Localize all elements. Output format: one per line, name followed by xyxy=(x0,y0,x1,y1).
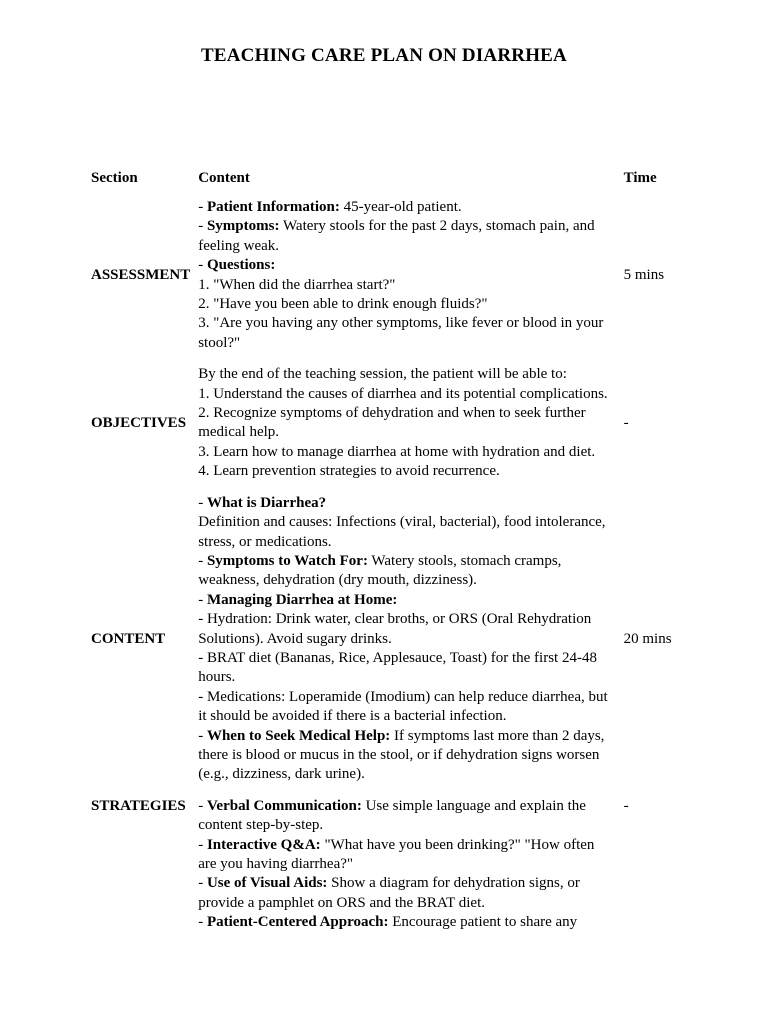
document-title: TEACHING CARE PLAN ON DIARRHEA xyxy=(201,45,567,66)
content-line xyxy=(198,797,615,836)
section-cell: CONTENT xyxy=(91,630,166,647)
content-line xyxy=(198,513,615,552)
bullet-dash: - xyxy=(198,218,207,235)
bullet-dash: - xyxy=(198,257,207,274)
content-text: Watery stools, stomach cramps, weakness, dehydration (dry mouth, dizziness). xyxy=(198,552,562,589)
content-line xyxy=(198,591,615,610)
content-line xyxy=(198,727,615,785)
bullet-dash: - xyxy=(198,836,207,853)
content-line xyxy=(198,404,615,443)
content-text: If symptoms last more than 2 days, there is blood or mucus in the stool, or if dehydration signs worsen (e.g., dizziness, dark urine). xyxy=(198,727,605,783)
content-label: Questions: xyxy=(206,257,276,274)
content-text: By the end of the teaching session, the patient will be able to: xyxy=(198,366,567,383)
content-line xyxy=(198,276,615,295)
bullet-dash: - xyxy=(198,552,207,569)
section-cell: OBJECTIVES xyxy=(91,414,187,431)
bullet-dash: - xyxy=(198,727,207,744)
content-cell xyxy=(194,359,619,487)
content-line xyxy=(198,913,615,932)
content-text: "What have you been drinking?" "How often are you having diarrhea?" xyxy=(198,836,595,872)
content-line xyxy=(198,874,615,913)
content-text: Definition and causes: Infections (viral, bacterial), food intolerance, stress, or medications. xyxy=(198,514,606,550)
content-line xyxy=(198,610,615,649)
time-cell: 5 mins xyxy=(623,266,665,283)
time-cell: - xyxy=(623,414,629,431)
bullet-dash: - xyxy=(198,591,207,608)
content-text: 3. Learn how to manage diarrhea at home with hydration and diet. xyxy=(198,443,596,460)
content-label: Patient Information: xyxy=(206,199,340,215)
bullet-dash: - xyxy=(198,494,207,511)
content-label: Verbal Communication: xyxy=(206,797,362,814)
header-section: Section xyxy=(91,170,138,187)
content-line xyxy=(198,198,615,217)
content-text: 4. Learn prevention strategies to avoid recurrence. xyxy=(198,463,500,480)
content-line xyxy=(198,256,615,275)
content-line xyxy=(198,649,615,688)
content-label: Use of Visual Aids: xyxy=(206,875,328,892)
content-line xyxy=(198,688,615,727)
content-text: 1. "When did the diarrhea start?" xyxy=(198,276,396,293)
header-content: Content xyxy=(198,170,250,187)
bullet-dash: - xyxy=(198,199,207,215)
content-text: 3. "Are you having any other symptoms, like fever or blood in your stool?" xyxy=(198,315,604,351)
content-line xyxy=(198,385,615,404)
bullet-dash: - xyxy=(198,914,207,931)
content-text: Use simple language and explain the content step-by-step. xyxy=(198,797,586,834)
bullet-dash: - xyxy=(198,797,207,814)
content-cell xyxy=(194,791,619,939)
header-time: Time xyxy=(623,170,657,187)
content-text: Encourage patient to share any xyxy=(388,914,578,931)
content-line xyxy=(198,314,615,353)
content-label: Interactive Q&A: xyxy=(206,836,321,853)
content-label: What is Diarrhea? xyxy=(206,494,327,511)
content-line xyxy=(198,552,615,591)
content-cell xyxy=(194,488,619,791)
content-label: Symptoms to Watch For: xyxy=(206,552,368,569)
section-cell: STRATEGIES xyxy=(91,797,186,814)
bullet-dash: - xyxy=(198,875,207,892)
content-text: 2. "Have you been able to drink enough fluids?" xyxy=(198,296,488,313)
section-cell: ASSESSMENT xyxy=(91,266,191,283)
content-text: Show a diagram for dehydration signs, or provide a pamphlet on ORS and the BRAT diet. xyxy=(198,875,580,911)
content-line xyxy=(198,462,615,481)
content-line xyxy=(198,836,615,875)
content-text: 45-year-old patient. xyxy=(339,199,462,215)
time-cell: - xyxy=(623,797,629,814)
table-row xyxy=(87,192,687,359)
content-text: - Medications: Loperamide (Imodium) can help reduce diarrhea, but it should be avoided if there is a bacterial infection. xyxy=(198,688,608,725)
content-text: Watery stools for the past 2 days, stomach pain, and feeling weak. xyxy=(198,218,595,254)
table-row xyxy=(87,791,687,939)
table-header-row xyxy=(87,166,687,192)
content-label: Patient-Centered Approach: xyxy=(206,914,389,931)
table-row xyxy=(87,488,687,791)
content-label: Managing Diarrhea at Home: xyxy=(206,591,398,608)
content-text: 2. Recognize symptoms of dehydration and when to seek further medical help. xyxy=(198,405,586,441)
content-text: 1. Understand the causes of diarrhea and its potential complications. xyxy=(198,385,608,402)
table-body xyxy=(87,192,687,939)
content-label: When to Seek Medical Help: xyxy=(206,727,391,744)
content-line xyxy=(198,217,615,256)
content-label: Symptoms: xyxy=(206,218,280,235)
time-cell: 20 mins xyxy=(623,630,672,647)
table-row xyxy=(87,359,687,487)
content-line xyxy=(198,494,615,513)
care-plan-table xyxy=(87,166,687,939)
content-line xyxy=(198,295,615,314)
content-text: - Hydration: Drink water, clear broths, or ORS (Oral Rehydration Solutions). Avoid sugary drinks. xyxy=(198,611,592,647)
content-line xyxy=(198,365,615,384)
content-line xyxy=(198,443,615,462)
content-text: - BRAT diet (Bananas, Rice, Applesauce, Toast) for the first 24-48 hours. xyxy=(198,649,597,686)
content-cell xyxy=(194,192,619,359)
